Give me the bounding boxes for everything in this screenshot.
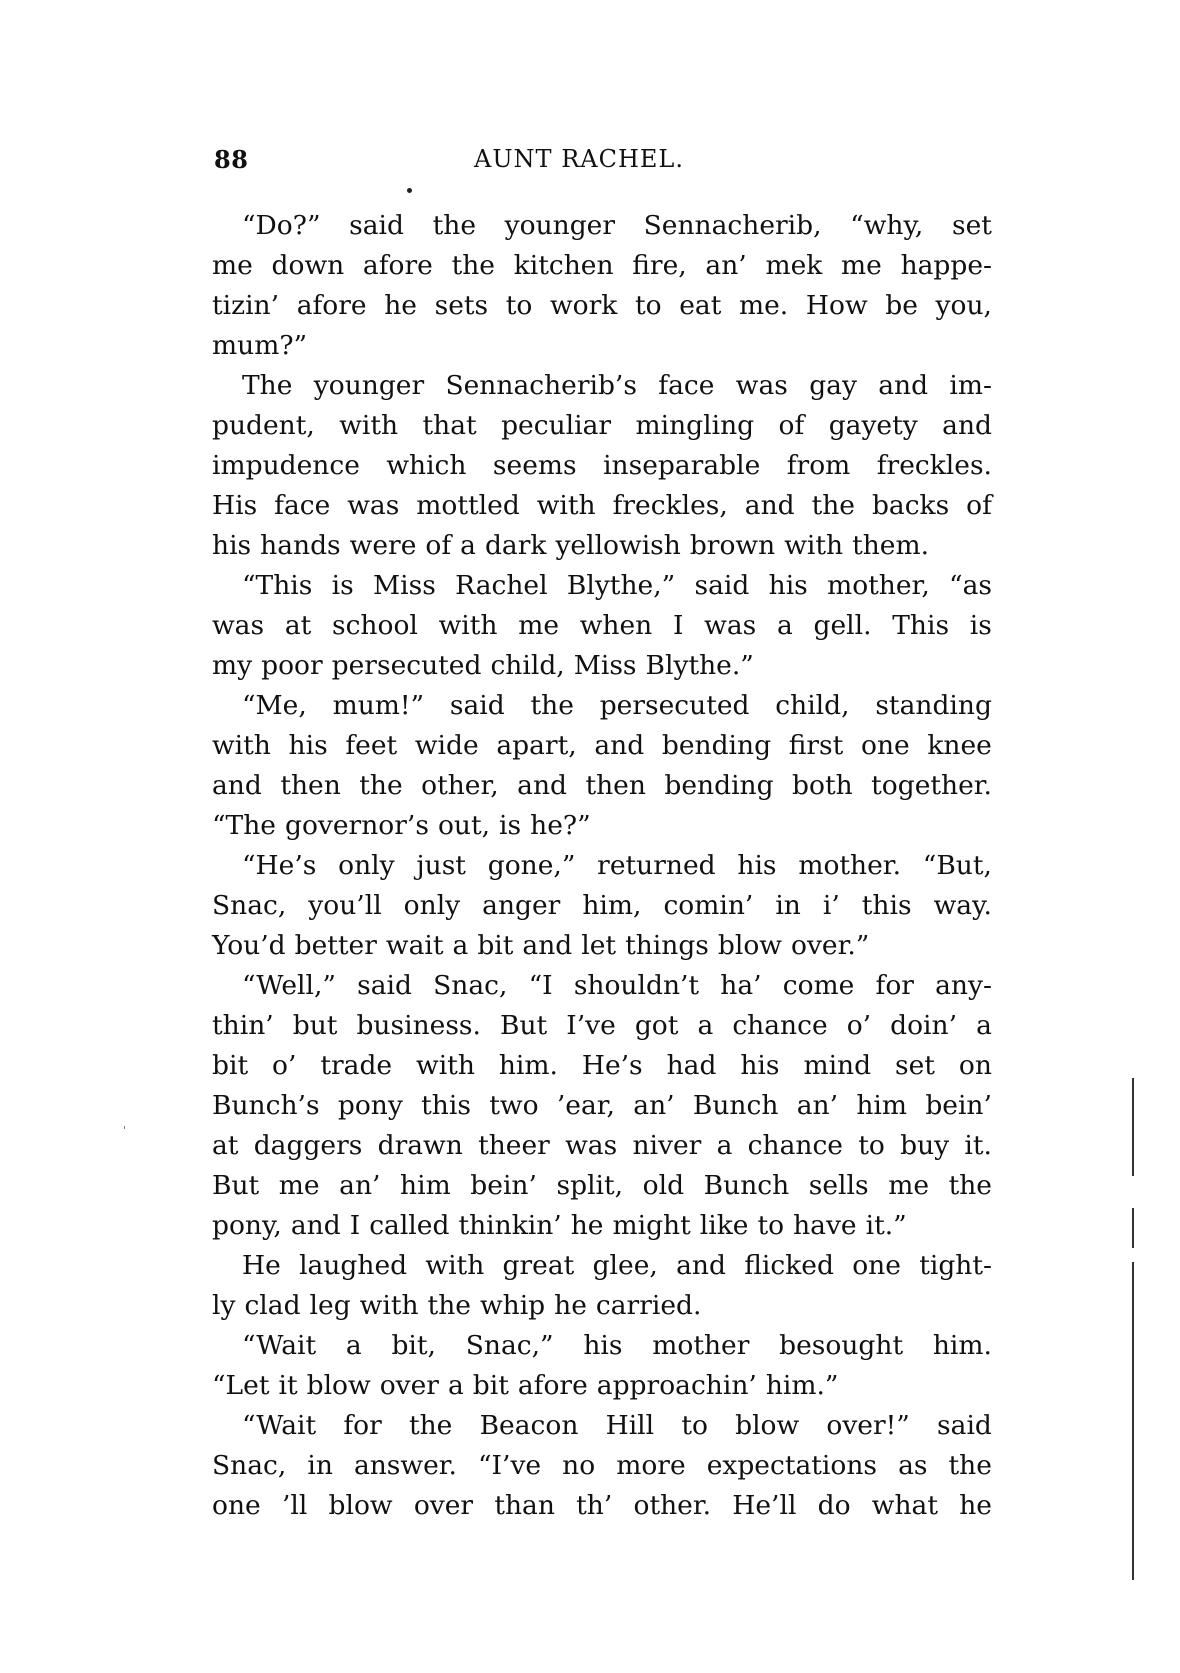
print-speck bbox=[124, 1126, 125, 1129]
text-line: “Well,” said Snac, “I shouldn’t ha’ come for any- bbox=[242, 970, 992, 1001]
text-line: tizin’ afore he sets to work to eat me. How be you, bbox=[212, 290, 992, 321]
text-line: with his feet wide apart, and bending first one knee bbox=[212, 730, 992, 761]
text-line: bit o’ trade with him. He’s had his mind set on bbox=[212, 1050, 992, 1081]
text-line: “Do?” said the younger Sennacherib, “why, set bbox=[242, 210, 992, 241]
text-line: “Me, mum!” said the persecuted child, standing bbox=[242, 690, 992, 721]
text-line: But me an’ him bein’ split, old Bunch sells me the bbox=[212, 1170, 992, 1201]
print-speck bbox=[407, 188, 412, 193]
text-line: and then the other, and then bending both together. bbox=[212, 770, 992, 801]
text-line: His face was mottled with freckles, and the backs of bbox=[212, 490, 992, 521]
text-line: ly clad leg with the whip he carried. bbox=[212, 1290, 702, 1321]
text-line: “The governor’s out, is he?” bbox=[212, 810, 591, 841]
text-line: “This is Miss Rachel Blythe,” said his mother, “as bbox=[242, 570, 992, 601]
text-line: was at school with me when I was a gell. This is bbox=[212, 610, 992, 641]
running-head: AUNT RACHEL. bbox=[474, 145, 684, 173]
body-text bbox=[212, 206, 992, 1526]
text-line: pudent, with that peculiar mingling of gayety and bbox=[212, 410, 992, 441]
text-line: his hands were of a dark yellowish brown with them. bbox=[212, 530, 930, 561]
margin-rule bbox=[1132, 1078, 1134, 1176]
text-line: He laughed with great glee, and flicked one tight- bbox=[242, 1250, 992, 1281]
text-line: thin’ but business. But I’ve got a chance o’ doin’ a bbox=[212, 1010, 992, 1041]
text-line: mum?” bbox=[212, 330, 308, 361]
text-line: me down afore the kitchen fire, an’ mek me happe- bbox=[212, 250, 992, 281]
page-header bbox=[214, 145, 984, 185]
margin-rule bbox=[1132, 1262, 1134, 1580]
text-line: “Let it blow over a bit afore approachin’ him.” bbox=[212, 1370, 839, 1401]
text-line: “Wait a bit, Snac,” his mother besought him. bbox=[242, 1330, 992, 1361]
text-line: my poor persecuted child, Miss Blythe.” bbox=[212, 650, 754, 681]
text-line: at daggers drawn theer was niver a chance to buy it. bbox=[212, 1130, 992, 1161]
text-line: one ’ll blow over than th’ other. He’ll do what he bbox=[212, 1490, 992, 1521]
text-line: impudence which seems inseparable from freckles. bbox=[212, 450, 992, 481]
text-line: Bunch’s pony this two ’ear, an’ Bunch an’ him bein’ bbox=[212, 1090, 992, 1121]
text-line: Snac, you’ll only anger him, comin’ in i’ this way. bbox=[212, 890, 992, 921]
margin-rule bbox=[1132, 1208, 1134, 1248]
text-line: You’d better wait a bit and let things blow over.” bbox=[212, 930, 870, 961]
text-line: “He’s only just gone,” returned his mother. “But, bbox=[242, 850, 992, 881]
text-line: “Wait for the Beacon Hill to blow over!” said bbox=[242, 1410, 992, 1441]
text-line: Snac, in answer. “I’ve no more expectations as the bbox=[212, 1450, 992, 1481]
page-number: 88 bbox=[214, 145, 249, 174]
text-line: pony, and I called thinkin’ he might like to have it.” bbox=[212, 1210, 907, 1241]
text-line: The younger Sennacherib’s face was gay and im- bbox=[242, 370, 992, 401]
